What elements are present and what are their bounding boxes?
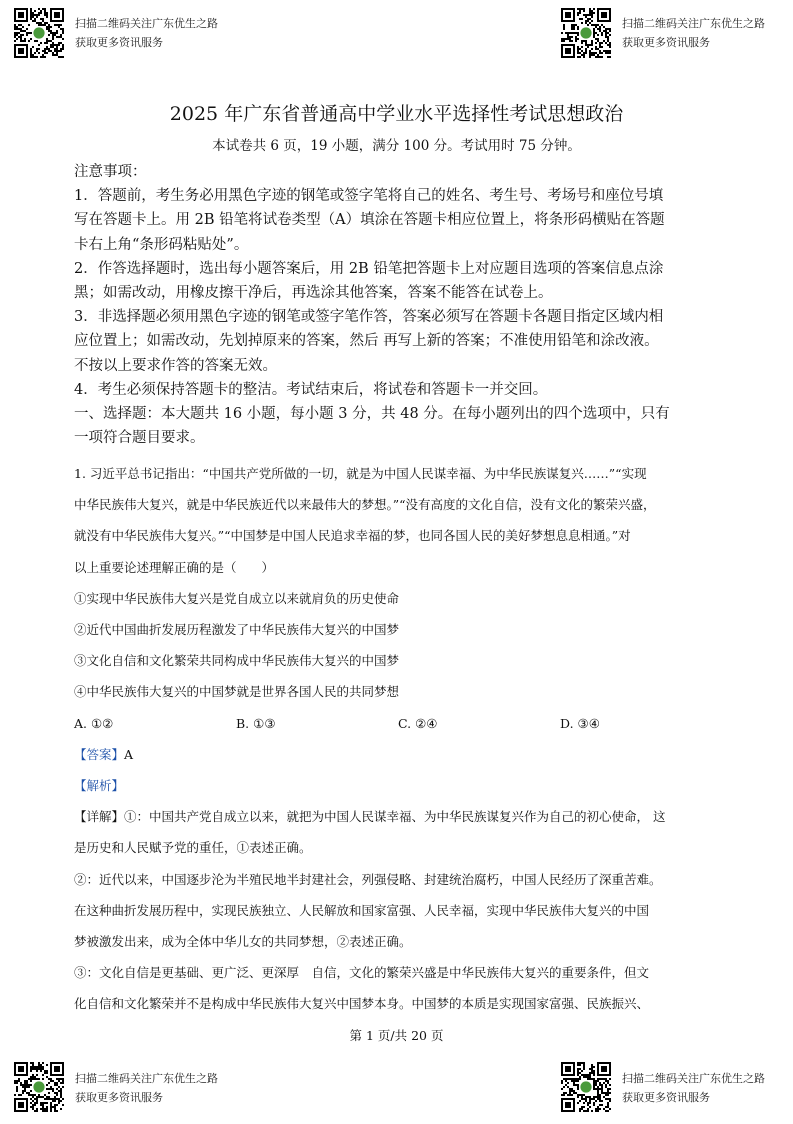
page-number: 第 1 页/共 20 页 — [349, 1028, 444, 1043]
promo-bottom-right — [622, 1069, 765, 1107]
notes-line: 写在答题卡上。用 2B 铅笔将试卷类型（A）填涂在答题卡相应位置上，将条形码横贴在答题 — [74, 212, 665, 229]
notes-heading: 注意事项： — [74, 164, 147, 180]
notes-line: 1．答题前，考生务必用黑色字迹的钢笔或签字笔将自己的姓名、考生号、考场号和座位号填 — [74, 188, 664, 205]
notes-line: 2．作答选择题时，选出每小题答案后，用 2B 铅笔把答题卡上对应题目选项的答案信息点涂 — [74, 260, 664, 277]
notes-line: 应位置上；如需改动，先划掉原来的答案，然后 再写上新的答案；不准使用铅笔和涂改液。 — [74, 333, 659, 350]
exam-info: 本试卷共 6 页，19 小题，满分 100 分。考试用时 75 分钟。 — [212, 138, 581, 154]
analysis-label: 【解析】 — [74, 778, 125, 794]
notes-line: 黑；如需改动，用橡皮擦干净后，再选涂其他答案，答案不能答在试卷上。 — [74, 285, 553, 302]
promo-top-left — [75, 14, 218, 52]
option-a: A. ①② — [74, 715, 114, 731]
qr-code-bottom-right — [561, 1062, 611, 1112]
promo-line-2: 获取更多资讯服务 — [622, 1091, 710, 1104]
promo-line-1: 扫描二维码关注广东优生之路 — [622, 17, 765, 30]
section-heading: 一项符合题目要求。 — [74, 430, 205, 447]
detail-line: 梦被激发出来，成为全体中华儿女的共同梦想，②表述正确。 — [74, 934, 412, 950]
promo-bottom-left — [75, 1069, 218, 1107]
detail-line: 化自信和文化繁荣并不是构成中华民族伟大复兴中国梦本身。中国梦的本质是实现国家富强、民族振兴、 — [74, 996, 650, 1012]
detail-label: 【详解】 — [74, 809, 125, 825]
detail-line: ②：近代以来，中国逐步沦为半殖民地半封建社会，列强侵略、封建统治腐朽，中国人民经历了深重苦难。 — [74, 871, 662, 887]
answer-label: 【答案】 — [74, 746, 125, 762]
detail-line: 在这种曲折发展历程中，实现民族独立、人民解放和国家富强、人民幸福，实现中华民族伟大复兴的中国 — [74, 902, 650, 918]
promo-line-2: 获取更多资讯服务 — [75, 36, 163, 49]
option-d: D. ③④ — [560, 715, 600, 731]
qr-code-top-right — [561, 8, 611, 58]
notes-line: 4．考生必须保持答题卡的整洁。考试结束后，将试卷和答题卡一并交回。 — [74, 381, 548, 398]
detail-line: 是历史和人民赋予党的重任，①表述正确。 — [74, 840, 312, 856]
qr-code-top-left — [14, 8, 64, 58]
detail-text: ①：中国共产党自成立以来，就把为中国人民谋幸福、为中华民族谋复兴作为自己的初心使命， 这 — [124, 809, 666, 825]
promo-line-1: 扫描二维码关注广东优生之路 — [75, 17, 218, 30]
promo-top-right — [622, 14, 765, 52]
notes-line: 不按以上要求作答的答案无效。 — [74, 357, 277, 374]
promo-line-1: 扫描二维码关注广东优生之路 — [622, 1072, 765, 1085]
answer-options — [74, 708, 734, 739]
promo-line-2: 获取更多资讯服务 — [75, 1091, 163, 1104]
question-stem-line: 1. 习近平总书记指出：“中国共产党所做的一切，就是为中国人民谋幸福、为中华民族谋复兴……”“实现 — [74, 466, 647, 481]
notes-section — [74, 160, 734, 450]
page-title: 2025 年广东省普通高中学业水平选择性考试思想政治 — [169, 103, 624, 125]
notes-line: 3．非选择题必须用黑色字迹的钢笔或签字笔作答，答案必须写在答题卡各题目指定区域内相 — [74, 309, 664, 326]
promo-line-2: 获取更多资讯服务 — [622, 36, 710, 49]
notes-line: 卡右上角“条形码粘贴处”。 — [74, 236, 249, 253]
question-stem-line: 就没有中华民族伟大复兴。”“中国梦是中国人民追求幸福的梦，也同各国人民的美好梦想息息相通。”对 — [74, 528, 631, 544]
statement: ③文化自信和文化繁荣共同构成中华民族伟大复兴的中国梦 — [74, 653, 400, 669]
option-b: B. ①③ — [236, 715, 276, 731]
statement: ④中华民族伟大复兴的中国梦就是世界各国人民的共同梦想 — [74, 684, 400, 700]
detail-line — [74, 801, 734, 832]
question-stem-line: 中华民族伟大复兴，就是中华民族近代以来最伟大的梦想。”“没有高度的文化自信，没有文化的繁荣兴盛， — [74, 497, 656, 513]
qr-code-bottom-left — [14, 1062, 64, 1112]
statement: ①实现中华民族伟大复兴是党自成立以来就肩负的历史使命 — [74, 590, 400, 606]
question-stem-line: 以上重要论述理解正确的是（ ） — [74, 559, 275, 575]
option-c: C. ②④ — [398, 715, 438, 731]
section-heading: 一、选择题：本大题共 16 小题，每小题 3 分，共 48 分。在每小题列出的四个选项中，只有 — [74, 406, 670, 423]
statement: ②近代中国曲折发展历程激发了中华民族伟大复兴的中国梦 — [74, 622, 400, 638]
detail-line: ③：文化自信是更基础、更广泛、更深厚 自信，文化的繁荣兴盛是中华民族伟大复兴的重要条件，但文 — [74, 965, 650, 981]
promo-line-1: 扫描二维码关注广东优生之路 — [75, 1072, 218, 1085]
answer-value: A — [124, 746, 134, 762]
answer-line — [74, 739, 734, 770]
question-1 — [74, 458, 734, 1020]
